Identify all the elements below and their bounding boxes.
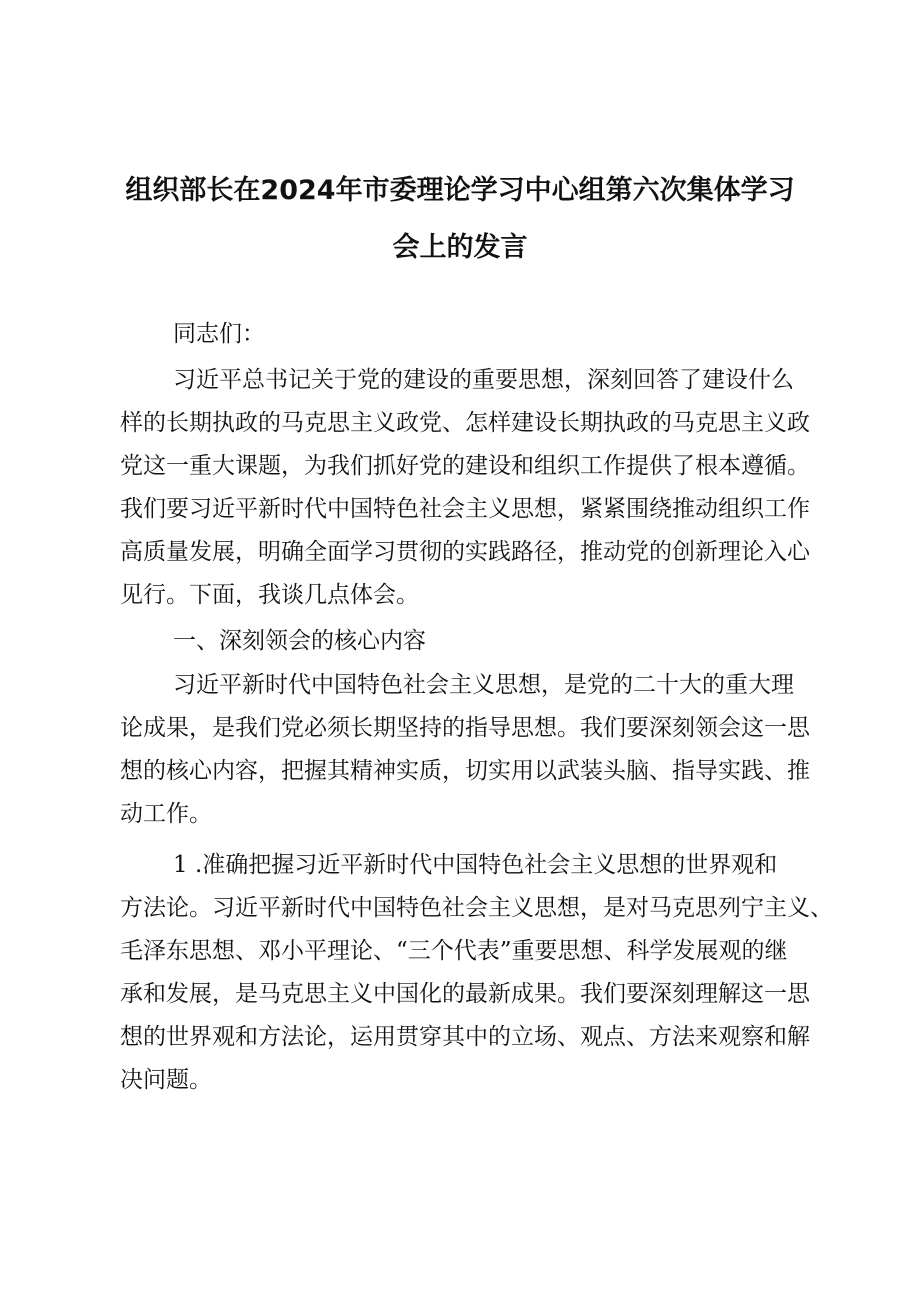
paragraph-line: 1 .准确把握习近平新时代中国特色社会主义思想的世界观和 [173, 852, 778, 878]
paragraph-line: 样的长期执政的马克思主义政党、怎样建设长期执政的马克思主义政 [120, 410, 810, 436]
paragraph-line: 高质量发展，明确全面学习贯彻的实践路径，推动党的创新理论入心 [120, 539, 810, 565]
document-title-line-2: 会上的发言 [392, 232, 528, 263]
paragraph-line: 动工作。 [120, 801, 212, 827]
paragraph-line: 我们要习近平新时代中国特色社会主义思想，紧紧围绕推动组织工作 [120, 496, 810, 522]
paragraph-line: 承和发展，是马克思主义中国化的最新成果。我们要深刻理解这一思 [120, 981, 810, 1007]
paragraph-line: 论成果，是我们党必须长期坚持的指导思想。我们要深刻领会这一思 [120, 715, 810, 741]
paragraph-line: 习近平新时代中国特色社会主义思想，是党的二十大的重大理 [173, 672, 794, 698]
paragraph-line: 想的核心内容，把握其精神实质，切实用以武装头脑、指导实践、推 [120, 758, 810, 784]
paragraph-line: 毛泽东思想、邓小平理论、“三个代表”重要思想、科学发展观的继 [120, 938, 788, 964]
paragraph-line: 决问题。 [120, 1067, 212, 1093]
paragraph-line: 党这一重大课题，为我们抓好党的建设和组织工作提供了根本遵循。 [120, 453, 810, 479]
paragraph-line: 见行。下面，我谈几点体会。 [120, 582, 419, 608]
paragraph-line: 想的世界观和方法论，运用贯穿其中的立场、观点、方法来观察和解 [120, 1024, 810, 1050]
section-heading: 一、深刻领会的核心内容 [173, 628, 426, 654]
paragraph-line: 方法论。习近平新时代中国特色社会主义思想，是对马克思列宁主义、 [120, 895, 833, 921]
paragraph-line: 习近平总书记关于党的建设的重要思想，深刻回答了建设什么 [173, 367, 794, 393]
document-title-line-1: 组织部长在2024年市委理论学习中心组第六次集体学习 [125, 175, 795, 206]
salutation: 同志们： [173, 321, 265, 347]
